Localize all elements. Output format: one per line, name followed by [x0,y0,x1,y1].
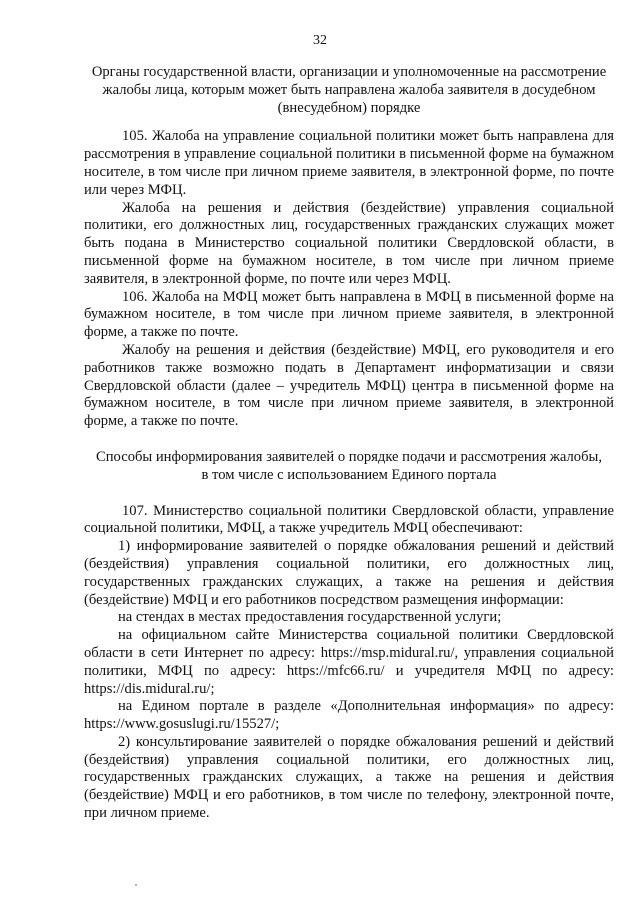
paragraph-official-sites: на официальном сайте Министерства социальной политики Свердловской области в сети Интернет по адресу: https://msp.midural.ru/, управления социальной политики, МФЦ по адресу: https://mfc66.ru/ и учредителя МФЦ по адресу: https://dis.midural.ru/; [84,627,614,697]
paragraph-unified-portal: на Едином портале в разделе «Дополнительная информация» по адресу: https://www.gosuslugi.ru/15527/; [84,698,614,733]
heading-line: в том числе с использованием Единого портала [201,466,497,483]
page-number: 32 [313,33,327,48]
paragraph-item-2: 2) консультирование заявителей о порядке обжалования решений и действий (бездействия) управления социальной политики, его должностных лиц, государственных гражданских служащих, а также на решения и действия (бездействие) МФЦ и его работников, в том числе по телефону, электронной почте, при личном приеме. [84,733,614,822]
paragraph-complaint-mfc-founder: Жалобу на решения и действия (бездействие) МФЦ, его руководителя и его работников также возможно подать в Департамент информатизации и связи Свердловской области (далее – учредитель МФЦ) центра в письменной форме на бумажном носителе, в том числе при личном приеме заявителя, в электронной форме, а также по почте. [84,341,614,430]
heading-line: Органы государственной власти, организации и уполномоченные на рассмотрение [91,64,607,80]
section-heading-informing-methods [84,449,614,485]
heading-line: Способы информирования заявителей о порядке подачи и рассмотрения жалобы, [96,448,602,465]
heading-line: жалобы лица, которым может быть направлена жалоба заявителя в досудебном [102,81,596,98]
paragraph-106: 106. Жалоба на МФЦ может быть направлена в МФЦ в письменной форме на бумажном носителе, в том числе при личном приеме заявителя, в электронной форме, а также по почте. [84,288,614,341]
paragraph-107: 107. Министерство социальной политики Свердловской области, управление социальной политики, МФЦ, а также учредитель МФЦ обеспечивают: [84,502,614,537]
document-body [84,64,614,823]
paragraph-stands: на стендах в местах предоставления государственной услуги; [118,609,502,626]
heading-line: (внесудебном) порядке [277,99,421,116]
paragraph-105: 105. Жалоба на управление социальной политики может быть направлена для рассмотрения в управление социальной политики в письменной форме на бумажном носителе, в том числе при личном приеме заявителя, в электронной форме, по почте или через МФЦ. [84,128,614,198]
section-heading-complaint-bodies [84,64,614,117]
paragraph-item-1: 1) информирование заявителей о порядке обжалования решений и действий (бездействия) управления социальной политики, его должностных лиц, государственных гражданских служащих, а также на решения и действия (бездействие) МФЦ и его работников посредством размещения информации: [84,538,614,608]
scan-speck [135,884,137,886]
paragraph-complaint-ministry: Жалоба на решения и действия (бездействие) управления социальной политики, его должностных лиц, государственных гражданских служащих может быть подана в Министерство социальной политики Свердловской области, в письменной форме на бумажном носителе, в том числе при личном приеме заявителя, в электронной форме, по почте или через МФЦ. [84,199,614,287]
